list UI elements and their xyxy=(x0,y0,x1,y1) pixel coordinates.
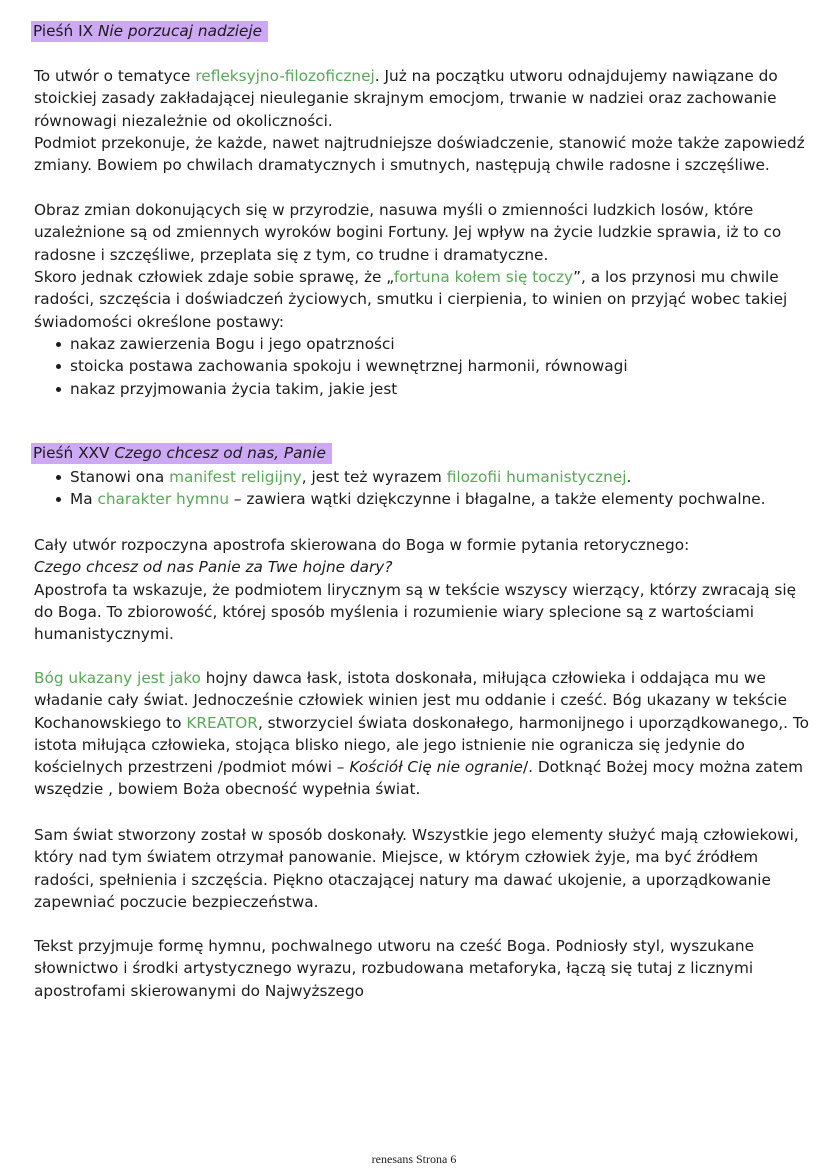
green-term: fortuna kołem się toczy xyxy=(393,268,574,286)
list-item: Ma charakter hymnu – zawiera wątki dziękczynne i błagalne, a także elementy pochwalne. xyxy=(34,488,814,510)
paragraph: To utwór o tematyce refleksyjno-filozoficznej. Już na początku utworu odnajdujemy nawiązane do stoickiej zasady zakładającej nieuleganie skrajnym emocjom, trwanie w nadziei oraz zachowanie równowagi niezależnie od okoliczności. xyxy=(34,67,778,130)
paragraph: Cały utwór rozpoczyna apostrofa skierowana do Boga w formie pytania retorycznego: Czego chcesz od nas Panie za Twe hojne dary? Apostrofa ta wskazuje, że podmiotem lirycznym są w tekście wszyscy wierzący, którzy zwracają się do Boga. To zbiorowość, której sposób myślenia i rozumienie wiary splecione są z wartościami humanistycznymi. xyxy=(34,536,796,644)
list-item: nakaz zawierzenia Bogu i jego opatrzności xyxy=(34,333,814,355)
paragraph: Bóg ukazany jest jako hojny dawca łask, istota doskonała, miłująca człowieka i oddająca mu we władanie cały świat. Jednocześnie człowiek winien jest mu oddanie i cześć. Bóg ukazany w tekście Kochanowskiego to KREATOR, stworzyciel świata doskonałego, harmonijnego i uporządkowanego,. To istota miłująca człowieka, stojąca blisko niego, ale jego istnienie nie ogranicza się jedynie do kościelnych przestrzeni /podmiot mówi – Kościół Cię nie ogranie/. Dotknąć Bożej mocy można zatem wszędzie , bowiem Boża obecność wypełnia świat. xyxy=(34,669,810,799)
heading-title: Nie porzucaj nadzieje xyxy=(97,22,263,40)
paragraph: Podmiot przekonuje, że każde, nawet najtrudniejsze doświadczenie, stanowić może także zapowiedź zmiany. Bowiem po chwilach dramatycznych i smutnych, następują chwile radosne i szczęśliwe. xyxy=(34,134,805,175)
green-term: refleksyjno-filozoficznej xyxy=(195,67,375,85)
bullet-list xyxy=(34,333,814,400)
paragraph: Sam świat stworzony został w sposób doskonały. Wszystkie jego elementy służyć mają człowiekowi, który nad tym światem otrzymał panowanie. Miejsce, w którym człowiek żyje, ma być źródłem radości, spełnienia i szczęścia. Piękno otaczającej natury ma dawać ukojenie, a uporządkowanie zapewniać poczucie bezpieczeństwa. xyxy=(34,826,799,911)
heading-prefix: Pieśń IX xyxy=(33,22,98,40)
paragraph: Skoro jednak człowiek zdaje sobie sprawę, że „fortuna kołem się toczy”, a los przynosi mu chwile radości, szczęścia i doświadczeń życiowych, smutku i cierpienia, to winien on przyjąć wobec takiej świadomości określone postawy: xyxy=(34,268,788,331)
list-item: Stanowi ona manifest religijny, jest też wyrazem filozofii humanistycznej. xyxy=(34,466,814,488)
list-item: stoicka postawa zachowania spokoju i wewnętrznej harmonii, równowagi xyxy=(34,355,814,377)
bullet-list xyxy=(34,466,814,511)
paragraph: Tekst przyjmuje formę hymnu, pochwalnego utworu na cześć Boga. Podniosły styl, wyszukane słownictwo i środki artystycznego wyrazu, rozbudowana metaforyka, łączą się tutaj z licznymi apostrofami skierowanymi do Najwyższego xyxy=(34,937,755,1000)
heading-piesn-ix xyxy=(31,21,268,42)
heading-piesn-xxv xyxy=(31,443,332,464)
quote: Czego chcesz od nas Panie za Twe hojne dary? xyxy=(34,558,393,577)
paragraph: Obraz zmian dokonujących się w przyrodzie, nasuwa myśli o zmienności ludzkich losów, które uzależnione są od zmiennych wyroków bogini Fortuny. Jej wpływ na życie ludzkie sprawia, iż to co radosne i szczęśliwe, przeplata się z tym, co trudne i dramatyczne. xyxy=(34,201,782,264)
heading-prefix: Pieśń XXV xyxy=(33,444,115,462)
page-footer: renesans Strona 6 xyxy=(371,1152,457,1166)
list-item: nakaz przyjmowania życia takim, jakie jest xyxy=(34,378,814,400)
heading-title: Czego chcesz od nas, Panie xyxy=(114,444,326,462)
